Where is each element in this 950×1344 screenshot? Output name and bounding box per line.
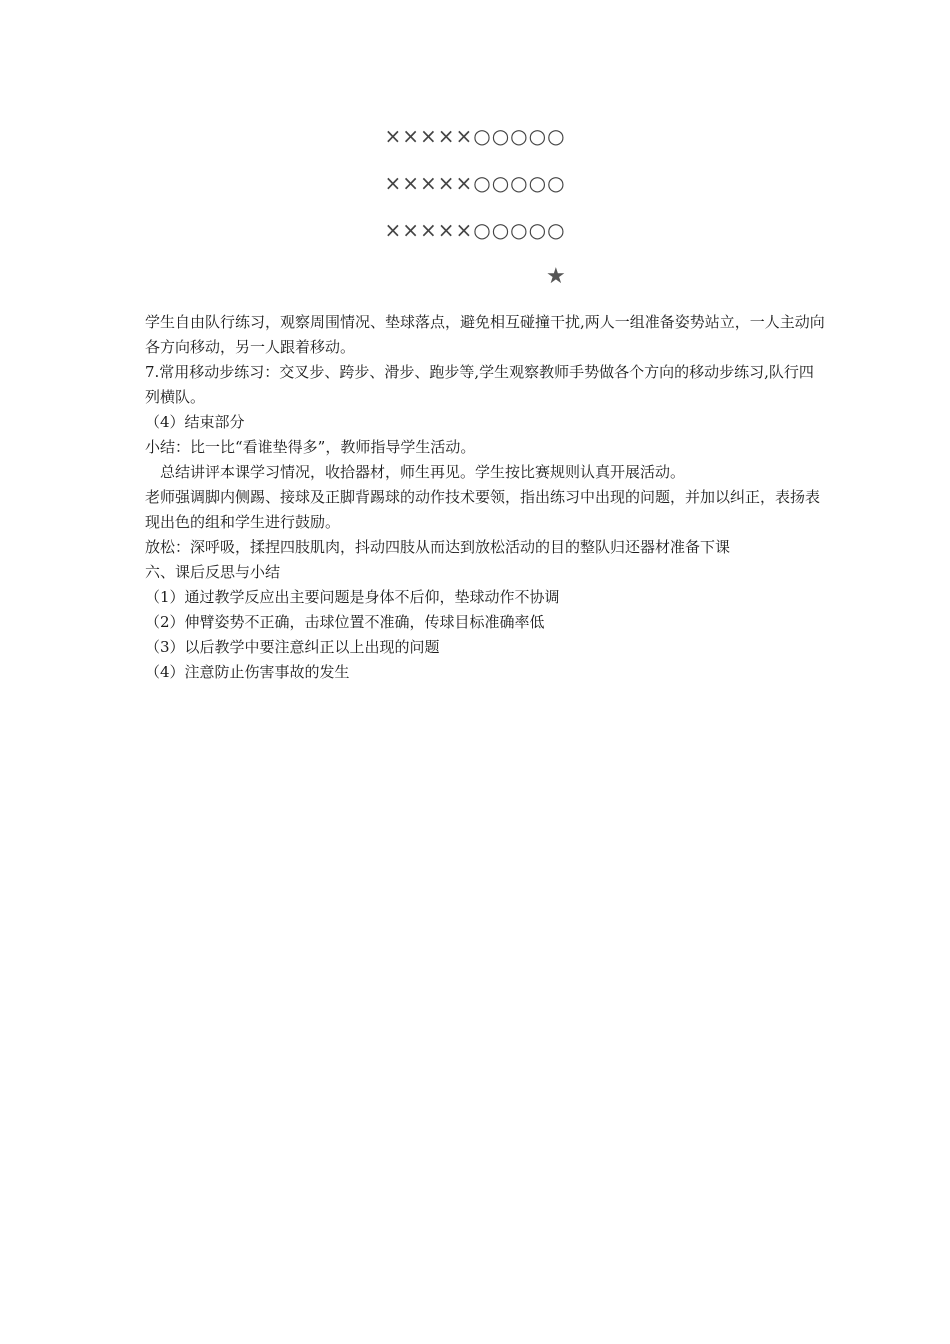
formation-row-3: ×××××○○○○○ [384,218,566,242]
reflection-item-4: （4）注意防止伤害事故的发生 [145,663,350,681]
reflection-item-1: （1）通过教学反应出主要问题是身体不后仰，垫球动作不协调 [145,588,560,606]
reflection-item-3: （3）以后教学中要注意纠正以上出现的问题 [145,638,440,656]
section-reflection-heading: 六、课后反思与小结 [145,563,281,581]
section-ending: （4）结束部分 [145,413,245,431]
paragraph-practice: 学生自由队行练习，观察周围情况、垫球落点，避免相互碰撞干扰,两人一组准备姿势站立，一人主动向各方向移动，另一人跟着移动。 [145,313,825,356]
paragraph-relax: 放松：深呼吸，揉捏四肢肌肉，抖动四肢从而达到放松活动的目的整队归还器材准备下课 [145,538,731,556]
lesson-body-text [145,310,825,685]
paragraph-footwork: 7.常用移动步练习：交叉步、跨步、滑步、跑步等,学生观察教师手势做各个方向的移动步练习,队行四列横队。 [145,363,814,406]
reflection-item-2: （2）伸臂姿势不正确，击球位置不准确，传球目标准确率低 [145,613,545,631]
paragraph-review: 总结讲评本课学习情况，收拾器材，师生再见。学生按比赛规则认真开展活动。 [160,463,686,481]
formation-row-2: ×××××○○○○○ [384,171,566,195]
paragraph-summary: 小结：比一比“看谁垫得多”，教师指导学生活动。 [145,438,476,456]
paragraph-teacher-emphasis: 老师强调脚内侧踢、接球及正脚背踢球的动作技术要领，指出练习中出现的问题，并加以纠正，表扬表现出色的组和学生进行鼓励。 [145,488,821,531]
formation-row-1: ×××××○○○○○ [384,124,566,148]
teacher-star-icon: ★ [546,264,566,289]
